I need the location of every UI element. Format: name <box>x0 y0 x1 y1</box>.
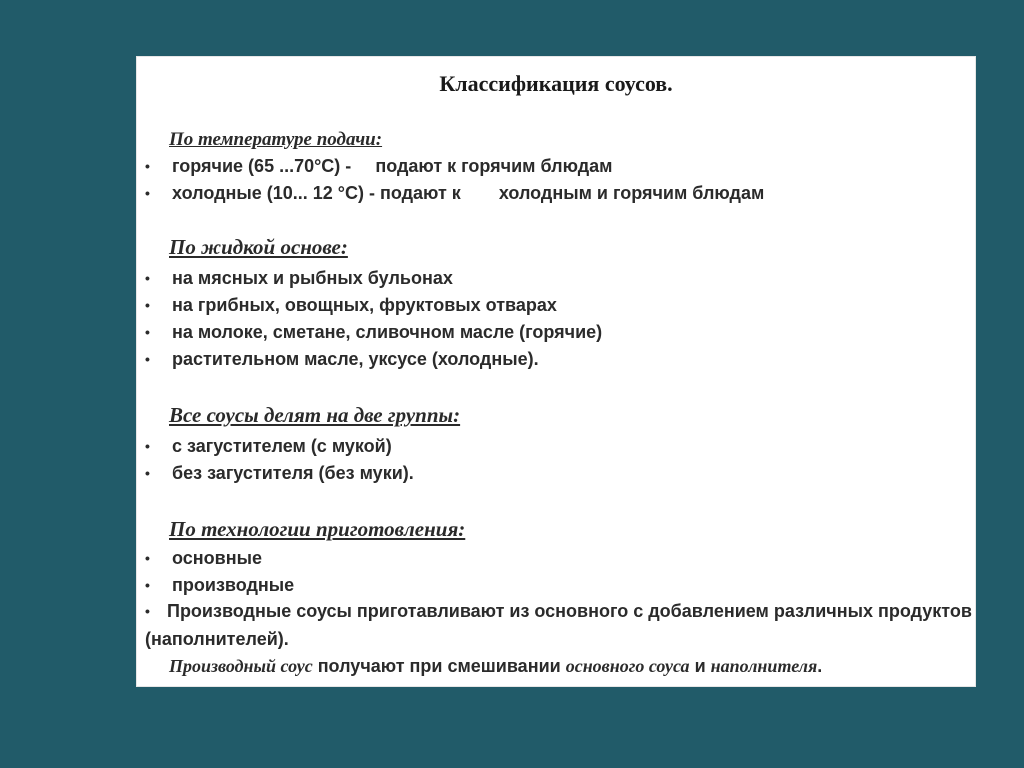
list-item <box>145 462 414 484</box>
term-base-sauce: основного соуса <box>565 656 690 676</box>
item-text-right: холодным и горячим блюдам <box>498 183 765 203</box>
definition-end: . <box>817 656 823 676</box>
item-text: горячие (65 ...70°С) - <box>172 156 352 176</box>
bullet-icon: • <box>145 603 150 619</box>
definition-text: и <box>689 656 711 676</box>
heading-temperature: По температуре подачи: <box>169 129 383 150</box>
derived-sauces-paragraph <box>145 597 975 653</box>
bullet-icon: • <box>145 550 150 566</box>
item-text: растительном масле, уксусе (холодные). <box>172 349 539 369</box>
list-item <box>145 182 764 204</box>
bullet-icon: • <box>145 158 150 174</box>
page-title: Классификация соусов. <box>439 71 673 96</box>
bullet-icon: • <box>145 438 150 454</box>
heading-liquid-base: По жидкой основе: <box>169 235 348 259</box>
list-item <box>145 574 294 596</box>
list-item <box>145 435 392 457</box>
item-text: основные <box>172 548 262 568</box>
item-text: на грибных, овощных, фруктовых отварах <box>172 295 557 315</box>
item-text: без загустителя (без муки). <box>172 463 414 483</box>
item-text: холодные (10... 12 °С) - подают к <box>172 183 461 203</box>
item-text-right: подают к горячим блюдам <box>375 156 613 176</box>
derived-sauce-definition <box>169 656 822 677</box>
term-derived-sauce: Производный соус <box>169 656 313 676</box>
list-item <box>145 348 539 370</box>
heading-technology: По технологии приготовления: <box>169 517 466 541</box>
item-text: на молоке, сметане, сливочном масле (горячие) <box>172 322 603 342</box>
content-panel <box>136 56 976 687</box>
list-item <box>145 547 262 569</box>
list-item <box>145 321 602 343</box>
item-text: с загустителем (с мукой) <box>172 436 392 456</box>
bullet-icon: • <box>145 324 150 340</box>
heading-groups: Все соусы делят на две группы: <box>169 403 461 427</box>
item-text: производные <box>172 575 295 595</box>
list-item <box>145 294 557 316</box>
list-item <box>145 267 453 289</box>
bullet-icon: • <box>145 185 150 201</box>
term-filler: наполнителя <box>710 656 818 676</box>
bullet-icon: • <box>145 270 150 286</box>
definition-text: получают при смешивании <box>312 656 566 676</box>
item-text: на мясных и рыбных бульонах <box>172 268 453 288</box>
list-item <box>145 155 612 177</box>
paragraph-text: Производные соусы приготавливают из основного с добавлением различных продуктов (наполнителей). <box>145 601 972 649</box>
bullet-icon: • <box>145 297 150 313</box>
bullet-icon: • <box>145 351 150 367</box>
bullet-icon: • <box>145 465 150 481</box>
bullet-icon: • <box>145 577 150 593</box>
